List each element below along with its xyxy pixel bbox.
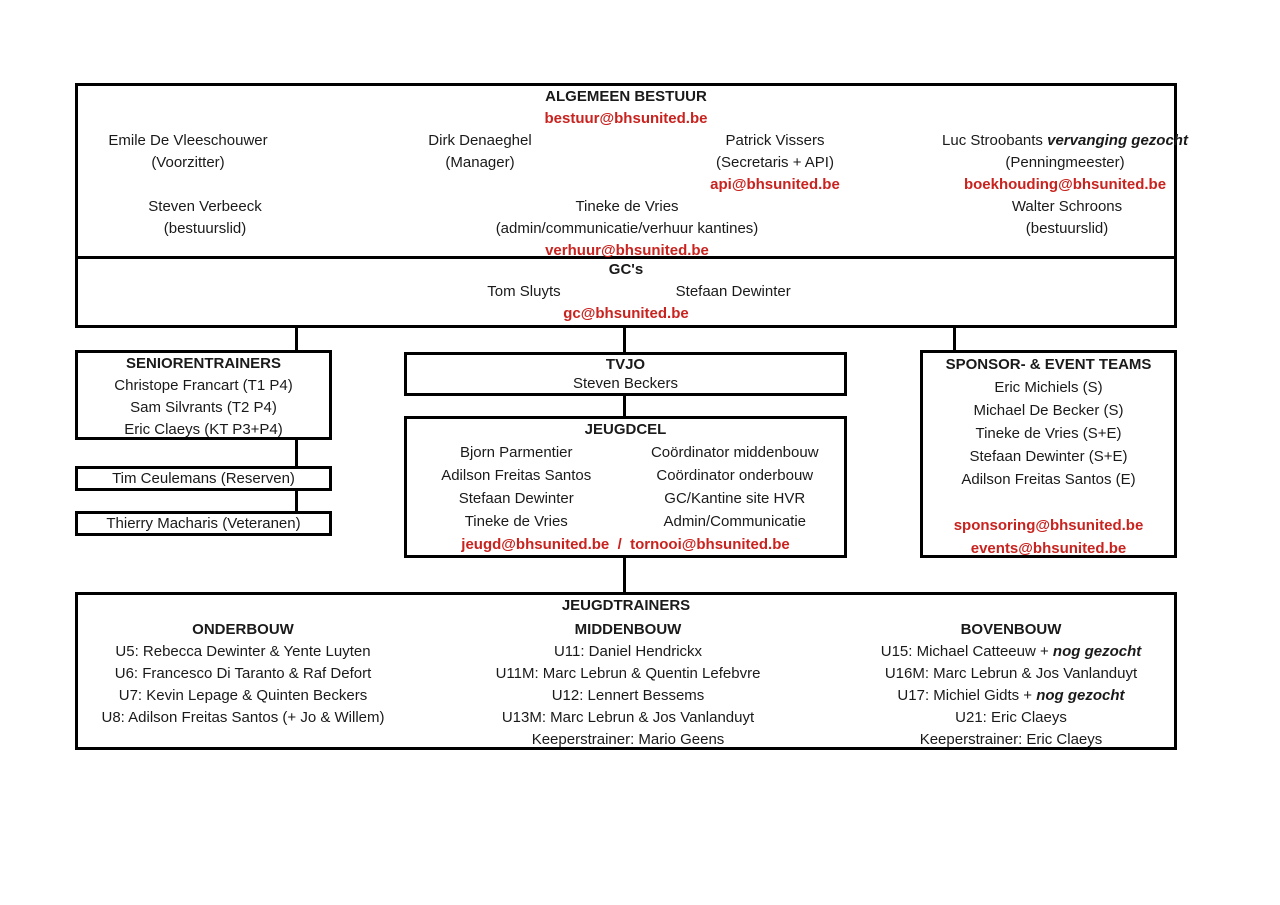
jeugdcel-member: Stefaan Dewinter bbox=[458, 490, 574, 507]
trainer-row: U16M: Marc Lebrun & Jos Vanlanduyt bbox=[884, 665, 1138, 682]
gcs-box bbox=[75, 259, 1177, 328]
vacancy-note: nog gezocht bbox=[1036, 687, 1125, 704]
trainer-row: Sam Silvrants (T2 P4) bbox=[130, 399, 277, 416]
jeugdcel-row bbox=[407, 441, 844, 464]
trainer-row: U11M: Marc Lebrun & Quentin Lefebvre bbox=[495, 665, 761, 682]
trainer-row: Christope Francart (T1 P4) bbox=[114, 377, 293, 394]
member-name: Steven Verbeeck bbox=[148, 198, 262, 215]
vacancy-note: nog gezocht bbox=[1052, 643, 1142, 660]
member-name: Dirk Denaeghel bbox=[428, 132, 532, 149]
jeugdcel-email: jeugd@bhsunited.be / tornooi@bhsunited.be bbox=[461, 536, 790, 553]
member-email: verhuur@bhsunited.be bbox=[545, 242, 709, 259]
member-name: Emile De Vleeschouwer bbox=[108, 132, 268, 149]
gcs-email: gc@bhsunited.be bbox=[563, 305, 689, 322]
algemeen-bestuur-box bbox=[75, 83, 1188, 259]
reserven-box bbox=[75, 466, 332, 491]
sponsor-member: Eric Michiels (S) bbox=[994, 379, 1103, 396]
sponsoring-email: sponsoring@bhsunited.be bbox=[953, 517, 1144, 534]
bestuur-member-voorzitter bbox=[88, 130, 288, 174]
sponsor-member: Adilson Freitas Santos (E) bbox=[961, 471, 1136, 488]
member-role: (bestuurslid) bbox=[1025, 220, 1109, 237]
veteranen-label: Thierry Macharis (Veteranen) bbox=[106, 515, 301, 532]
connector-gc-seniorentrainers bbox=[295, 328, 298, 350]
member-name: Luc Stroobants vervanging gezocht bbox=[942, 132, 1188, 149]
gc-member-2: Stefaan Dewinter bbox=[675, 283, 791, 300]
veteranen-box bbox=[75, 511, 332, 536]
bestuur-member-secretaris bbox=[675, 130, 875, 196]
connector-reserven-veteranen bbox=[295, 490, 298, 511]
trainer-row: U8: Adilson Freitas Santos (+ Jo & Willem) bbox=[101, 709, 385, 726]
sponsor-event-title: SPONSOR- & EVENT TEAMS bbox=[945, 356, 1152, 373]
connector-gc-tvjo bbox=[623, 328, 626, 352]
gcs-title: GC's bbox=[608, 261, 644, 278]
spacer bbox=[923, 491, 1174, 514]
trainer-row: Eric Claeys (KT P3+P4) bbox=[124, 421, 283, 438]
jeugdcel-title: JEUGDCEL bbox=[584, 421, 667, 438]
member-name: Patrick Vissers bbox=[725, 132, 825, 149]
trainer-row: U6: Francesco Di Taranto & Raf Defort bbox=[114, 665, 372, 682]
sponsor-event-box bbox=[920, 350, 1177, 558]
tvjo-title: TVJO bbox=[605, 356, 646, 373]
jeugdcel-role: Admin/Communicatie bbox=[663, 513, 807, 530]
middenbouw-header: MIDDENBOUW bbox=[574, 621, 682, 638]
gc-member-1: Tom Sluyts bbox=[487, 283, 561, 300]
events-email: events@bhsunited.be bbox=[970, 540, 1127, 557]
jeugdcel-member: Adilson Freitas Santos bbox=[441, 467, 592, 484]
keeperstrainer-row: Keeperstrainer: Eric Claeys bbox=[919, 731, 1103, 748]
jeugdcel-role: GC/Kantine site HVR bbox=[664, 490, 806, 507]
trainer-row: U7: Kevin Lepage & Quinten Beckers bbox=[118, 687, 368, 704]
jeugdtrainers-title: JEUGDTRAINERS bbox=[561, 597, 691, 614]
seniorentrainers-title: SENIORENTRAINERS bbox=[125, 355, 282, 372]
member-role: (Voorzitter) bbox=[151, 154, 225, 171]
member-role: (admin/communicatie/verhuur kantines) bbox=[495, 220, 759, 237]
algemeen-bestuur-title: ALGEMEEN BESTUUR bbox=[545, 88, 707, 105]
tvjo-member: Steven Beckers bbox=[572, 375, 679, 392]
member-role: (Penningmeester) bbox=[1005, 154, 1125, 171]
sponsor-member: Stefaan Dewinter (S+E) bbox=[969, 448, 1128, 465]
jeugdcel-role: Coördinator onderbouw bbox=[656, 467, 814, 484]
member-role: (bestuurslid) bbox=[163, 220, 247, 237]
onderbouw-header: ONDERBOUW bbox=[192, 621, 294, 638]
member-email: boekhouding@bhsunited.be bbox=[963, 176, 1167, 193]
connector-gc-sponsor bbox=[953, 328, 956, 350]
bovenbouw-header: BOVENBOUW bbox=[960, 621, 1062, 638]
bestuur-member-bestuurslid-1 bbox=[105, 196, 305, 240]
member-name: Walter Schroons bbox=[1011, 198, 1123, 215]
jeugdcel-box bbox=[404, 416, 847, 558]
connector-tvjo-jeugdcel bbox=[623, 396, 626, 416]
keeperstrainer-row: Keeperstrainer: Mario Geens bbox=[531, 731, 725, 748]
onderbouw-column bbox=[78, 619, 408, 729]
trainer-row: U11: Daniel Hendrickx bbox=[553, 643, 703, 660]
jeugdcel-row bbox=[407, 464, 844, 487]
connector-jeugdcel-jeugdtrainers bbox=[623, 558, 626, 592]
bestuur-member-bestuurslid-2 bbox=[957, 196, 1177, 240]
reserven-label: Tim Ceulemans (Reserven) bbox=[112, 470, 295, 487]
jeugdcel-row bbox=[407, 487, 844, 510]
member-name: Tineke de Vries bbox=[575, 198, 679, 215]
member-role: (Secretaris + API) bbox=[716, 154, 834, 171]
trainer-row: U17: Michiel Gidts + nog gezocht bbox=[897, 687, 1125, 704]
trainer-row: U5: Rebecca Dewinter & Yente Luyten bbox=[115, 643, 371, 660]
gcs-members bbox=[91, 281, 1187, 303]
tvjo-box bbox=[404, 352, 847, 396]
trainer-row: U13M: Marc Lebrun & Jos Vanlanduyt bbox=[501, 709, 755, 726]
trainer-row: U15: Michael Catteeuw + nog gezocht bbox=[880, 643, 1142, 660]
sponsor-member: Michael De Becker (S) bbox=[973, 402, 1124, 419]
bestuur-member-admin bbox=[487, 196, 767, 262]
bestuur-member-manager bbox=[380, 130, 580, 174]
member-role: (Manager) bbox=[445, 154, 515, 171]
member-email: api@bhsunited.be bbox=[710, 176, 840, 193]
seniorentrainers-box bbox=[75, 350, 332, 440]
middenbouw-column bbox=[408, 619, 848, 751]
trainer-row: U12: Lennert Bessems bbox=[551, 687, 705, 704]
algemeen-bestuur-email: bestuur@bhsunited.be bbox=[544, 110, 708, 127]
vacancy-note: vervanging gezocht bbox=[1047, 132, 1188, 149]
trainer-row: U21: Eric Claeys bbox=[955, 709, 1067, 726]
connector-seniorentrainers-reserven bbox=[295, 440, 298, 466]
sponsor-member: Tineke de Vries (S+E) bbox=[975, 425, 1122, 442]
jeugdtrainers-box bbox=[75, 592, 1177, 750]
jeugdcel-role: Coördinator middenbouw bbox=[650, 444, 819, 461]
jeugdcel-member: Bjorn Parmentier bbox=[459, 444, 573, 461]
jeugdcel-member: Tineke de Vries bbox=[464, 513, 568, 530]
bovenbouw-column bbox=[848, 619, 1174, 751]
bestuur-member-penningmeester bbox=[935, 130, 1195, 196]
jeugdcel-row bbox=[407, 510, 844, 533]
